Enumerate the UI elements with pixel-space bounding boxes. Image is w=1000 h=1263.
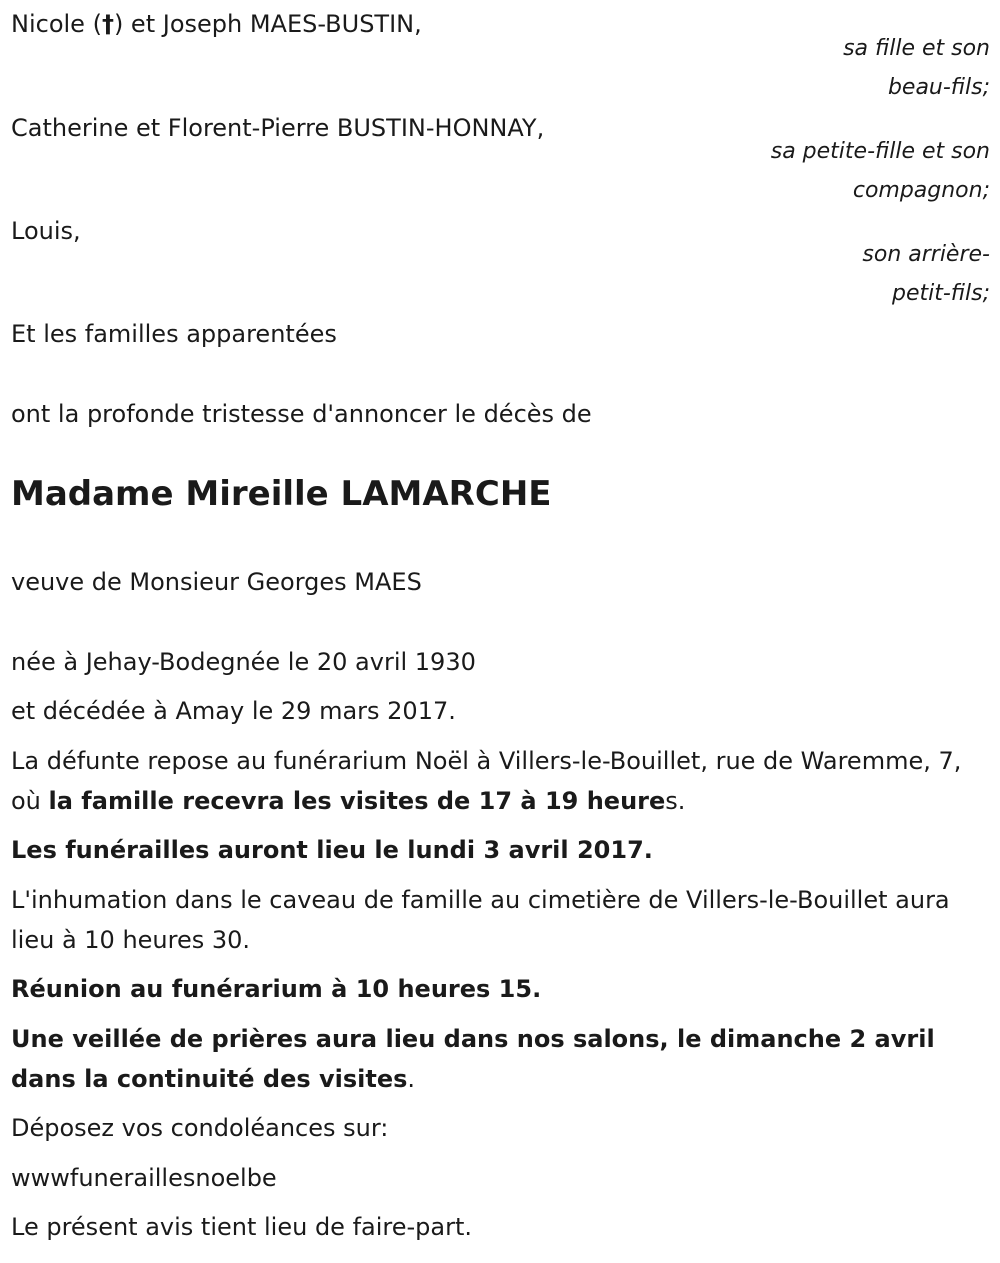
website-link[interactable]: wwwfuneraillesnoelbe bbox=[11, 1164, 277, 1192]
family-member-1: Nicole (†) et Joseph MAES-BUSTIN, bbox=[11, 10, 422, 38]
widow-line: veuve de Monsieur Georges MAES bbox=[11, 568, 422, 596]
funeral-line: Les funérailles auront lieu le lundi 3 avril 2017. bbox=[11, 836, 653, 864]
cross-symbol: † bbox=[101, 10, 114, 38]
burial-paragraph: L'inhumation dans le caveau de famille au cimetière de Villers-le-Bouillet aura lieu à 10 heures 30. bbox=[11, 886, 950, 954]
family-relation-1a: sa fille et son bbox=[843, 36, 990, 61]
meeting-line: Réunion au funérarium à 10 heures 15. bbox=[11, 975, 542, 1003]
vigil-paragraph: Une veillée de prières aura lieu dans nos salons, le dimanche 2 avril dans la continuité des visites. bbox=[11, 1025, 935, 1093]
family-member-3: Louis, bbox=[11, 217, 81, 245]
announce-line: ont la profonde tristesse d'annoncer le décès de bbox=[11, 400, 592, 428]
family-relation-3a: son arrière- bbox=[862, 242, 990, 267]
family-member-2: Catherine et Florent-Pierre BUSTIN-HONNAY, bbox=[11, 114, 545, 142]
family-relation-3b: petit-fils; bbox=[891, 281, 990, 306]
condolences-line: Déposez vos condoléances sur: bbox=[11, 1114, 389, 1142]
family-relation-2b: compagnon; bbox=[852, 178, 990, 203]
family-relation-1b: beau-fils; bbox=[887, 75, 990, 100]
died-line: et décédée à Amay le 29 mars 2017. bbox=[11, 697, 456, 725]
deceased-name: Madame Mireille LAMARCHE bbox=[11, 474, 552, 514]
repose-paragraph: La défunte repose au funérarium Noël à Villers-le-Bouillet, rue de Waremme, 7, où la famille recevra les visites de 17 à 19 heures. bbox=[11, 747, 962, 815]
notice-line: Le présent avis tient lieu de faire-part. bbox=[11, 1213, 473, 1241]
family-relation-2a: sa petite-fille et son bbox=[770, 139, 990, 164]
born-line: née à Jehay-Bodegnée le 20 avril 1930 bbox=[11, 648, 476, 676]
families-line: Et les familles apparentées bbox=[11, 320, 337, 348]
